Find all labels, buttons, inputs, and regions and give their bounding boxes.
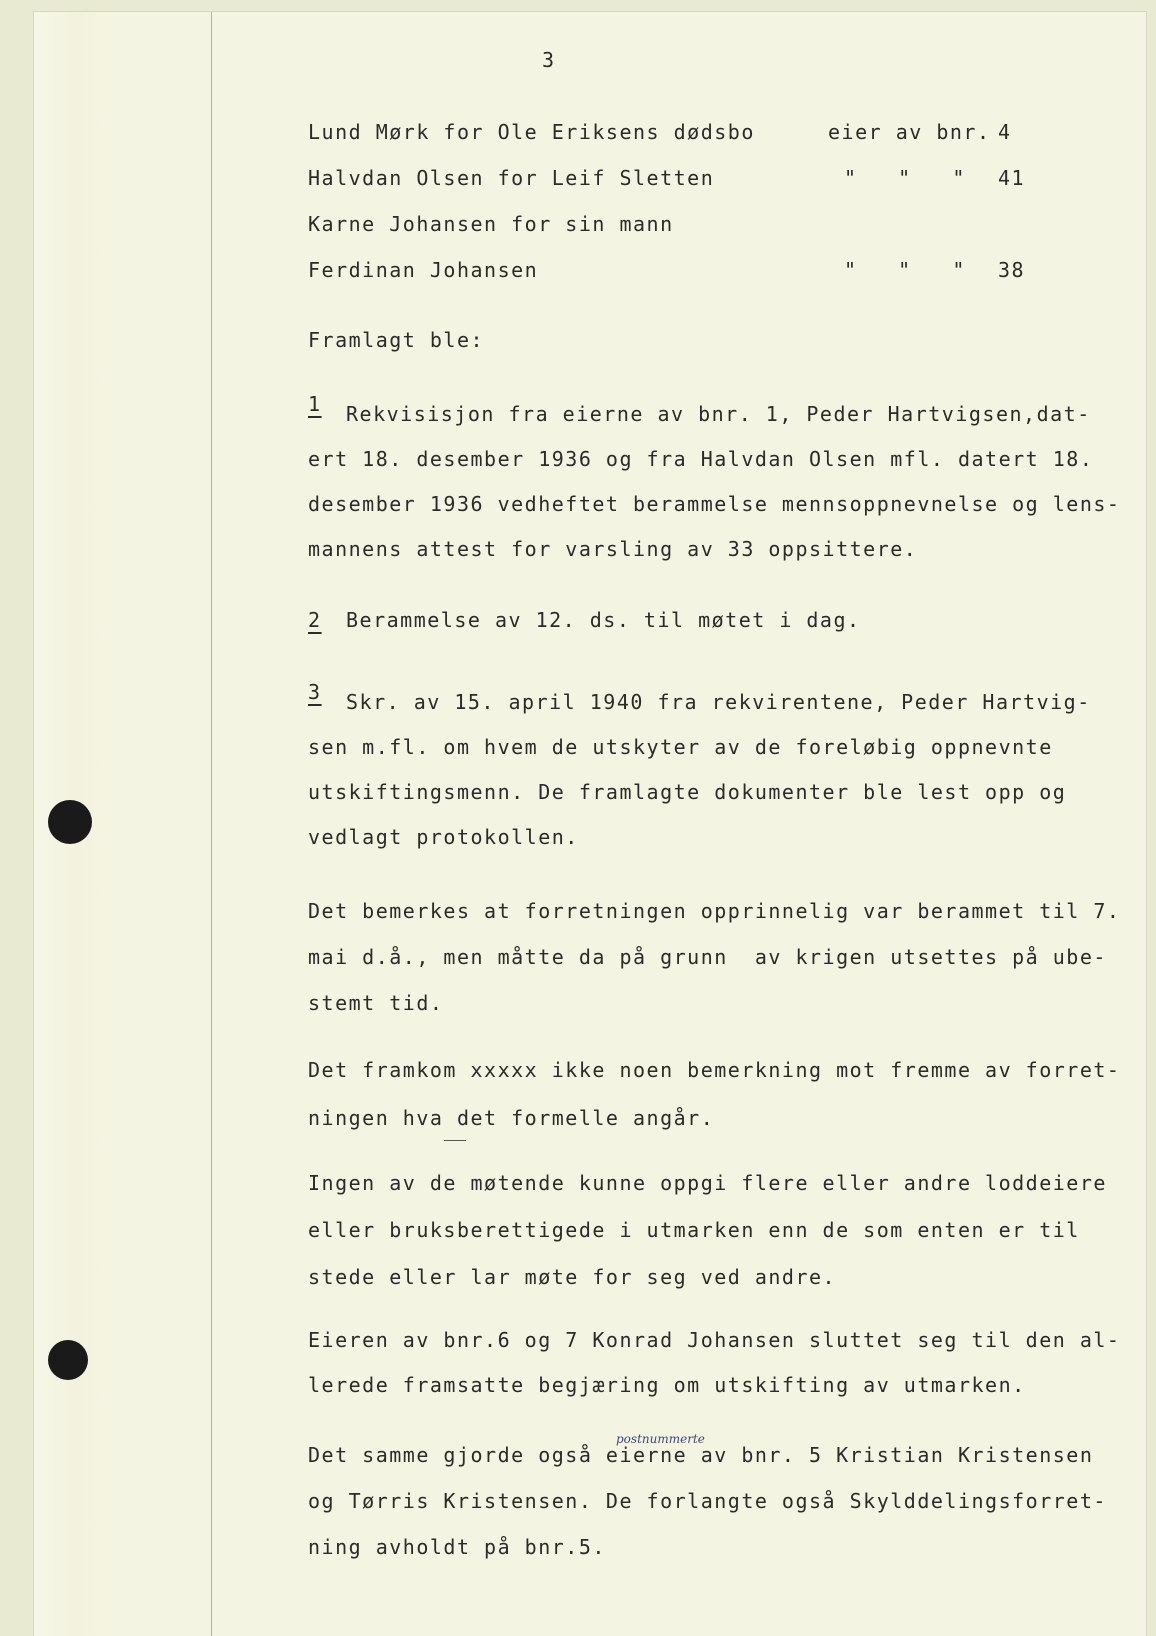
text-line: Ingen av de møtende kunne oppgi flere eller andre loddeiere — [308, 1171, 1107, 1195]
text-line: desember 1936 vedheftet berammelse mennsoppnevnelse og lens- — [308, 492, 1121, 516]
text-line: ert 18. desember 1936 og fra Halvdan Olsen mfl. datert 18. — [308, 447, 1094, 471]
owner-bnr-number: 41 — [998, 166, 1026, 190]
page-number: 3 — [542, 48, 556, 72]
text-line: ningen hva det formelle angår. — [308, 1106, 715, 1130]
handwritten-note: postnummerte — [616, 1432, 705, 1446]
owner-name: Karne Johansen for sin mann — [308, 212, 674, 236]
item-text-continued — [308, 437, 1120, 572]
paragraph — [308, 1432, 1107, 1570]
text-line: Berammelse av 12. ds. til møtet i dag. — [346, 608, 861, 632]
text-line: Det framkom xxxxx ikke noen bemerkning mot fremme av forret- — [308, 1058, 1121, 1082]
owner-name: Halvdan Olsen for Leif Sletten — [308, 166, 715, 190]
text-line: eller bruksberettigede i utmarken enn de som enten er til — [308, 1218, 1080, 1242]
text-line: lerede framsatte begjæring om utskifting av utmarken. — [308, 1373, 1026, 1397]
text-line: og Tørris Kristensen. De forlangte også Skylddelingsforret- — [308, 1489, 1107, 1513]
owner-name: Lund Mørk for Ole Eriksens dødsbo — [308, 120, 755, 144]
item-text — [346, 680, 1091, 725]
paragraph — [308, 1046, 1120, 1142]
owner-bnr-label: eier av bnr. — [828, 120, 991, 144]
text-line: mannens attest for varsling av 33 oppsittere. — [308, 537, 918, 561]
punch-hole — [48, 800, 92, 844]
pen-mark — [444, 1140, 466, 1141]
paragraph — [308, 1160, 1107, 1301]
text-line: mai d.å., men måtte da på grunn av krigen utsettes på ube- — [308, 945, 1107, 969]
item-text — [346, 608, 861, 632]
owner-bnr-number: 38 — [998, 258, 1026, 282]
text-line: Det bemerkes at forretningen opprinnelig var berammet til 7. — [308, 899, 1121, 923]
text-line: Eieren av bnr.6 og 7 Konrad Johansen sluttet seg til den al- — [308, 1328, 1121, 1352]
text-line: Det samme gjorde også eierne av bnr. 5 Kristian Kristensen — [308, 1443, 1094, 1467]
owner-name: Ferdinan Johansen — [308, 258, 539, 282]
text-line: ning avholdt på bnr.5. — [308, 1535, 606, 1559]
text-line: sen m.fl. om hvem de utskyter av de foreløbig oppnevnte — [308, 735, 1053, 759]
item-number: 3 — [308, 680, 322, 704]
paragraph — [308, 1318, 1120, 1408]
text-line: stemt tid. — [308, 991, 444, 1015]
document-page — [34, 12, 1146, 1636]
owner-bnr-number: 4 — [998, 120, 1012, 144]
text-line: Rekvisisjon fra eierne av bnr. 1, Peder Hartvigsen,dat- — [346, 402, 1091, 426]
paragraph — [308, 888, 1120, 1026]
punch-hole — [48, 1340, 88, 1380]
text-line: stede eller lar møte for seg ved andre. — [308, 1265, 837, 1289]
ditto-marks: " " " — [844, 166, 966, 190]
text-line: utskiftingsmenn. De framlagte dokumenter ble lest opp og — [308, 780, 1067, 804]
item-text — [346, 392, 1091, 437]
margin-rule — [211, 12, 212, 1636]
item-text-continued — [308, 725, 1066, 860]
framlagt-heading: Framlagt ble: — [308, 328, 485, 352]
item-number: 1 — [308, 392, 322, 416]
item-number: 2 — [308, 608, 322, 632]
text-line: vedlagt protokollen. — [308, 825, 579, 849]
text-line: Skr. av 15. april 1940 fra rekvirentene, Peder Hartvig- — [346, 690, 1091, 714]
ditto-marks: " " " — [844, 258, 966, 282]
